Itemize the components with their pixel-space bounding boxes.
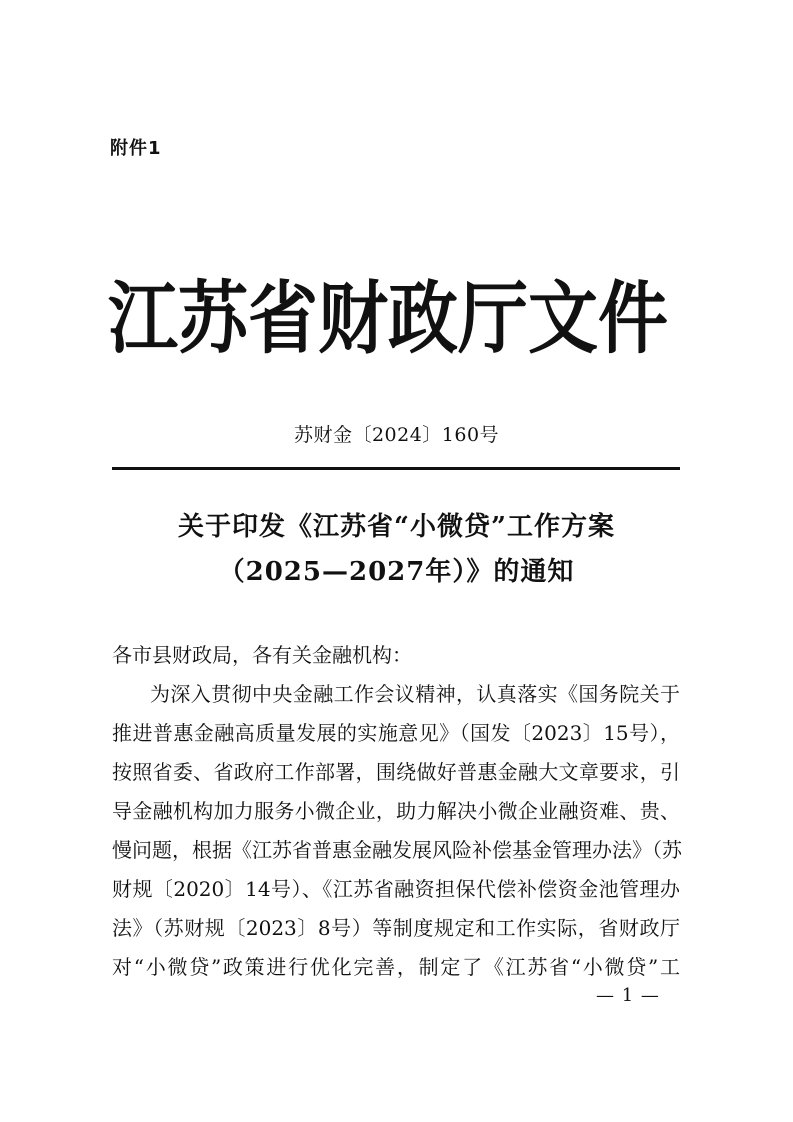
body-line: 慢问题，根据《江苏省普惠金融发展风险补偿基金管理办法》（苏 [112, 838, 682, 862]
body-line: 导金融机构加力服务小微企业，助力解决小微企业融资难、贵、 [112, 799, 680, 823]
notice-title-line-2: （2025—2027年）》的通知 [218, 557, 575, 587]
body-line: 按照省委、省政府工作部署，围绕做好普惠金融大文章要求，引 [112, 760, 680, 784]
notice-title-line-1: 关于印发《江苏省“小微贷”工作方案 [178, 512, 615, 542]
salutation: 各市县财政局，各有关金融机构： [112, 643, 412, 667]
body-line: 对“小微贷”政策进行优化完善，制定了《江苏省“小微贷”工 [112, 955, 680, 979]
document-number: 苏财金〔2024〕160号 [293, 424, 500, 446]
page-number: — 1 — [596, 985, 660, 1006]
body-line: 推进普惠金融高质量发展的实施意见》（国发〔2023〕15号）， [112, 721, 680, 745]
issuer-header-title: 江苏省财政厅文件 [108, 272, 668, 365]
body-line: 法》（苏财规〔2023〕8号）等制度规定和工作实际，省财政厅 [112, 916, 680, 940]
attachment-label: 附件1 [110, 138, 162, 159]
body-line: 为深入贯彻中央金融工作会议精神，认真落实《国务院关于 [150, 682, 680, 706]
header-divider-line [112, 467, 680, 470]
body-line: 财规〔2020〕14号）、《江苏省融资担保代偿补偿资金池管理办 [112, 877, 680, 901]
